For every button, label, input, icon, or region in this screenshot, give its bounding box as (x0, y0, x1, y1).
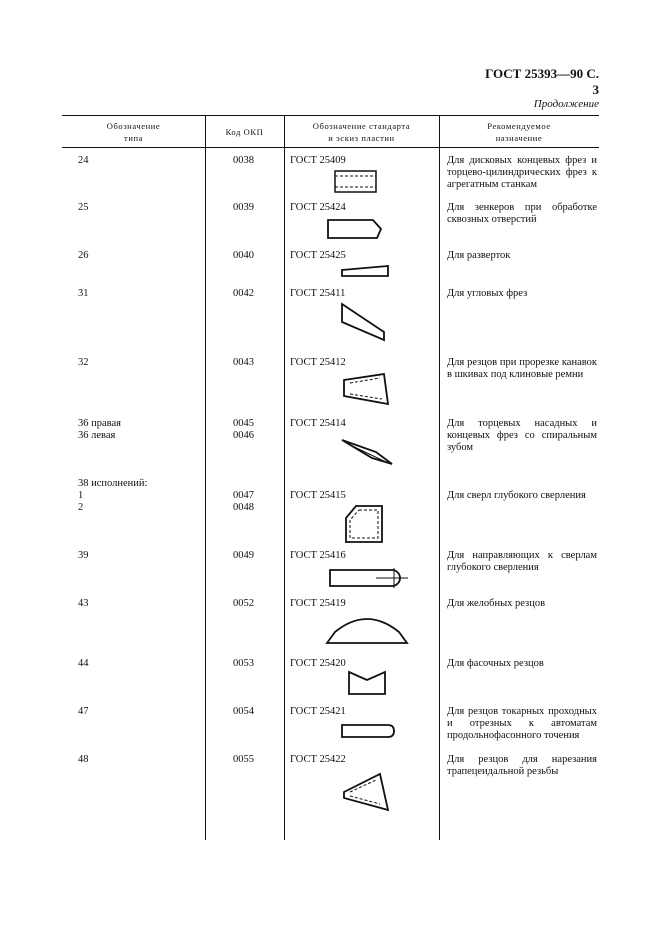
continuation-label: Продолжение (533, 98, 599, 110)
column-header-purpose: Рекомендуемое назначение (487, 121, 551, 143)
pentagon-insert-icon (344, 504, 386, 544)
type-cell: 2 (78, 502, 84, 513)
standard-cell: ГОСТ 25425 (290, 250, 346, 261)
trapezoid-insert-icon (342, 372, 390, 406)
type-cell: 24 (78, 155, 89, 166)
column-divider (284, 115, 285, 840)
purpose-cell: Для дисковых концевых фрез и торцево-цилиндрических фрез к агрегатным станкам (447, 155, 597, 190)
standard-cell: ГОСТ 25412 (290, 357, 346, 368)
standard-cell: ГОСТ 25422 (290, 754, 346, 765)
guide-pad-icon (328, 566, 410, 590)
thread-insert-icon (342, 772, 392, 812)
type-cell: 48 (78, 754, 89, 765)
column-divider (439, 115, 440, 840)
okp-code-cell: 0048 (233, 502, 254, 513)
standard-cell: ГОСТ 25409 (290, 155, 346, 166)
okp-code-cell: 0052 (233, 598, 254, 609)
chamfered-plate-icon (326, 218, 384, 240)
okp-code-cell: 0039 (233, 202, 254, 213)
rectangular-insert-icon (334, 170, 378, 194)
table-top-rule (62, 115, 599, 116)
type-cell: 43 (78, 598, 89, 609)
standard-cell: ГОСТ 25416 (290, 550, 346, 561)
column-header-standard: Обозначение стандарта и эскиз пластин (312, 121, 411, 143)
okp-code-cell: 0053 (233, 658, 254, 669)
purpose-cell: Для разверток (447, 250, 511, 261)
standard-cell: ГОСТ 25411 (290, 288, 346, 299)
purpose-cell: Для зенкеров при обработке сквозных отверстий (447, 202, 597, 225)
type-cell: 31 (78, 288, 89, 299)
type-cell: 36 правая (78, 418, 121, 429)
segment-insert-icon (325, 612, 409, 646)
standard-cell: ГОСТ 25420 (290, 658, 346, 669)
notched-insert-icon (347, 670, 387, 696)
type-cell: 38 исполнений: (78, 478, 148, 489)
standard-cell: ГОСТ 25421 (290, 706, 346, 717)
type-cell: 1 (78, 490, 84, 501)
purpose-cell: Для резцов токарных проходных и отрезных к автоматам продольнофасонного точения (447, 706, 597, 741)
type-cell: 47 (78, 706, 89, 717)
standard-cell: ГОСТ 25414 (290, 418, 346, 429)
type-cell: 44 (78, 658, 89, 669)
column-header-okp-code: Код ОКП (225, 127, 264, 137)
purpose-cell: Для резцов при прорезке канавок в шкивах под клиновые ремни (447, 357, 597, 380)
okp-code-cell: 0047 (233, 490, 254, 501)
okp-code-cell: 0046 (233, 430, 254, 441)
okp-code-cell: 0042 (233, 288, 254, 299)
type-cell: 36 левая (78, 430, 116, 441)
parallelogram-icon (340, 302, 388, 342)
purpose-cell: Для торцевых насадных и концевых фрез со спиральным зубом (447, 418, 597, 453)
purpose-cell: Для фасочных резцов (447, 658, 544, 669)
type-cell: 26 (78, 250, 89, 261)
column-header-type: Обозначение типа (106, 121, 161, 143)
standard-cell: ГОСТ 25419 (290, 598, 346, 609)
type-cell: 39 (78, 550, 89, 561)
type-cell: 25 (78, 202, 89, 213)
purpose-cell: Для резцов для нарезания трапецеидальной резьбы (447, 754, 597, 777)
rounded-end-bar-icon (340, 722, 396, 740)
column-divider (205, 115, 206, 840)
standard-cell: ГОСТ 25415 (290, 490, 346, 501)
table-header-rule (62, 147, 599, 148)
thin-strip-icon (340, 264, 392, 278)
okp-code-cell: 0038 (233, 155, 254, 166)
purpose-cell: Для направляющих к сверлам глубокого сверления (447, 550, 597, 573)
helical-blade-icon (340, 438, 396, 468)
purpose-cell: Для желобных резцов (447, 598, 546, 609)
purpose-cell: Для угловых фрез (447, 288, 528, 299)
purpose-cell: Для сверл глубокого сверления (447, 490, 586, 501)
okp-code-cell: 0054 (233, 706, 254, 717)
okp-code-cell: 0049 (233, 550, 254, 561)
okp-code-cell: 0055 (233, 754, 254, 765)
okp-code-cell: 0040 (233, 250, 254, 261)
page-header: ГОСТ 25393—90 С. 3 (485, 66, 599, 97)
standard-cell: ГОСТ 25424 (290, 202, 346, 213)
type-cell: 32 (78, 357, 89, 368)
okp-code-cell: 0045 (233, 418, 254, 429)
okp-code-cell: 0043 (233, 357, 254, 368)
